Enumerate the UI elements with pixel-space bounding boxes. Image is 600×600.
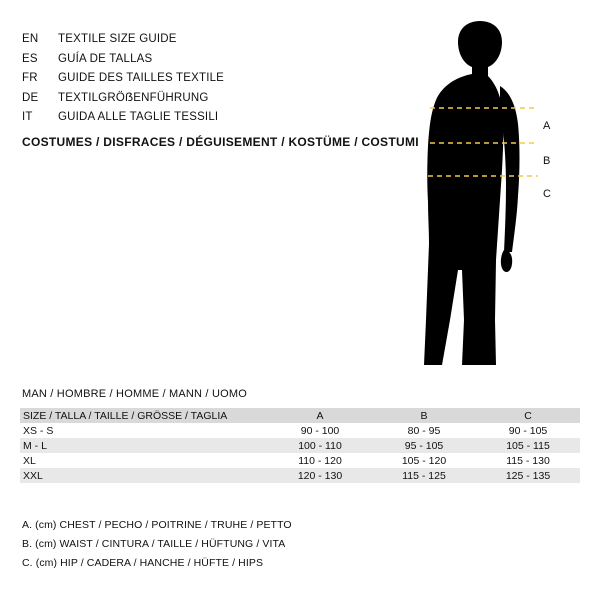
body-figure xyxy=(400,20,590,375)
language-row-es xyxy=(22,50,382,70)
cell-a: 110 - 120 xyxy=(298,454,342,467)
cell-size: M - L xyxy=(23,439,47,452)
marker-label-a: A xyxy=(543,120,551,132)
language-code-it: IT xyxy=(22,111,33,123)
table-row xyxy=(20,438,580,453)
cell-b: 115 - 125 xyxy=(402,469,446,482)
language-row-it xyxy=(22,108,382,128)
cell-size: XXL xyxy=(23,469,43,482)
costumes-heading: COSTUMES / DISFRACES / DÉGUISEMENT / KOSTÜME / COSTUMI xyxy=(22,135,419,149)
note-c: C. (cm) HIP / CADERA / HANCHE / HÜFTE / HIPS xyxy=(22,557,264,569)
cell-c: 90 - 105 xyxy=(508,424,548,437)
table-row xyxy=(20,423,580,438)
language-text-de: TEXTILGRÖẞENFÜHRUNG xyxy=(58,91,209,104)
language-code-fr: FR xyxy=(22,72,38,84)
cell-c: 115 - 130 xyxy=(506,454,550,467)
table-row xyxy=(20,453,580,468)
cell-b: 95 - 105 xyxy=(404,439,444,452)
cell-size: XS - S xyxy=(23,424,54,437)
note-a: A. (cm) CHEST / PECHO / POITRINE / TRUHE / PETTO xyxy=(22,519,292,531)
marker-label-c: C xyxy=(543,188,551,200)
column-header-size: SIZE / TALLA / TAILLE / GRÖSSE / TAGLIA xyxy=(23,409,228,422)
column-header-b: B xyxy=(420,409,428,422)
language-text-es: GUÍA DE TALLAS xyxy=(58,52,153,65)
cell-a: 90 - 100 xyxy=(300,424,340,437)
language-code-en: EN xyxy=(22,33,39,45)
cell-b: 80 - 95 xyxy=(407,424,441,437)
cell-size: XL xyxy=(23,454,36,467)
table-group-title: MAN / HOMBRE / HOMME / MANN / UOMO xyxy=(22,388,247,400)
language-code-de: DE xyxy=(22,91,39,104)
table-row xyxy=(20,468,580,483)
column-header-a: A xyxy=(316,409,324,422)
note-b: B. (cm) WAIST / CINTURA / TAILLE / HÜFTUNG / VITA xyxy=(22,538,286,550)
language-row-en xyxy=(22,30,382,50)
silhouette-svg xyxy=(400,20,590,380)
language-text-en: TEXTILE SIZE GUIDE xyxy=(58,33,177,45)
language-row-de xyxy=(22,89,382,109)
cell-a: 100 - 110 xyxy=(298,439,342,452)
table-header-row xyxy=(20,408,580,423)
language-code-es: ES xyxy=(22,52,38,65)
size-table xyxy=(20,408,580,483)
cell-c: 105 - 115 xyxy=(506,439,550,452)
cell-b: 105 - 120 xyxy=(401,454,447,467)
language-text-fr: GUIDE DES TAILLES TEXTILE xyxy=(58,72,225,84)
cell-a: 120 - 130 xyxy=(297,469,343,482)
marker-label-b: B xyxy=(543,155,551,167)
language-row-fr xyxy=(22,69,382,89)
cell-c: 125 - 135 xyxy=(505,469,551,482)
language-text-it: GUIDA ALLE TAGLIE TESSILI xyxy=(58,111,219,123)
language-list xyxy=(22,30,382,128)
column-header-c: C xyxy=(524,409,532,422)
measurement-notes xyxy=(22,516,422,573)
